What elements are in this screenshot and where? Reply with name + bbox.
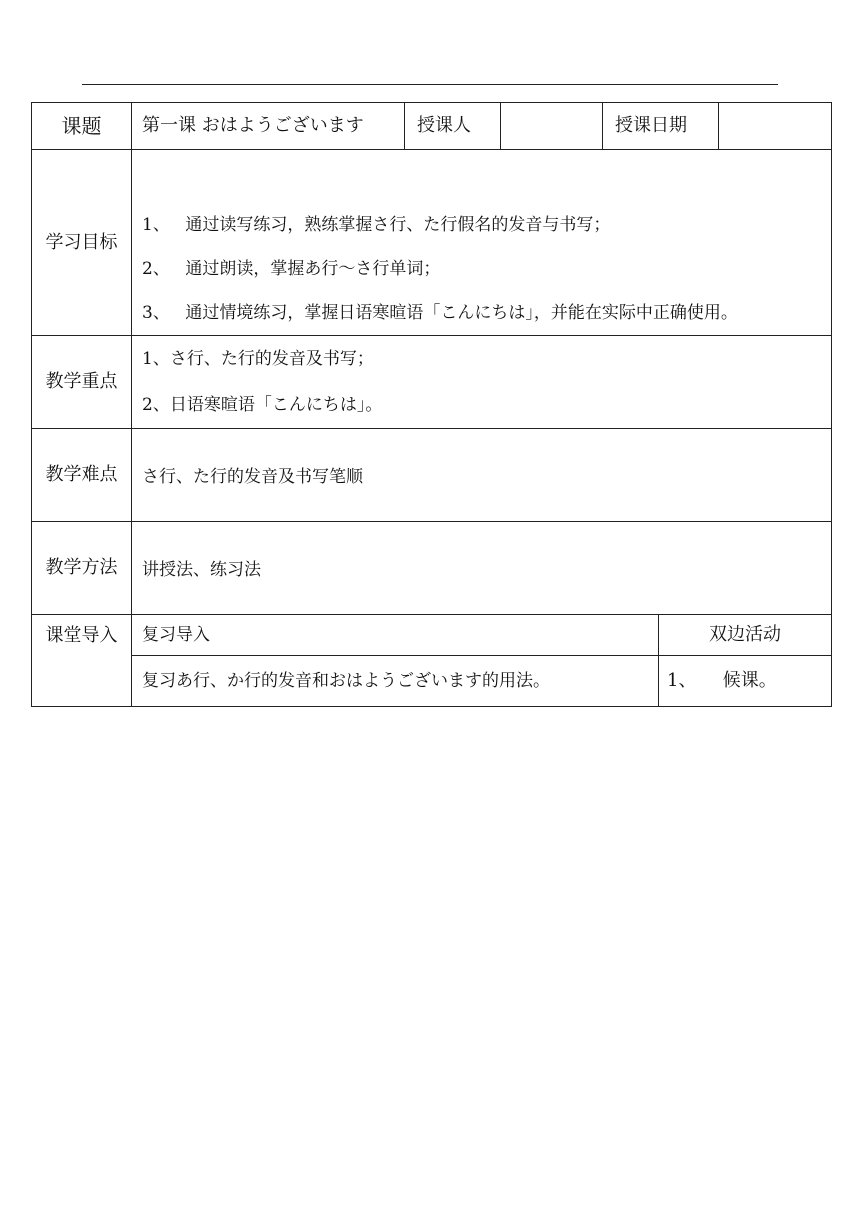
method-cell — [132, 522, 832, 615]
intro-row — [32, 615, 832, 656]
intro-title: 复习导入 — [132, 615, 659, 656]
activity-item — [659, 656, 832, 707]
difficulty-text: さ行、た行的发音及书写笔顺 — [142, 467, 363, 487]
intro-text: 复习あ行、か行的发音和おはようございます的用法。 — [132, 656, 659, 707]
focus-item: 1、さ行、た行的发音及书写； — [142, 349, 374, 369]
goals-row — [32, 150, 832, 336]
method-text: 讲授法、练习法 — [142, 560, 261, 580]
goal-item — [142, 291, 831, 335]
date-value — [719, 103, 832, 150]
goals-cell — [132, 150, 832, 336]
intro-label: 课堂导入 — [32, 615, 132, 707]
header-rule — [82, 84, 778, 85]
teacher-value — [501, 103, 603, 150]
goal-item — [142, 247, 831, 291]
activity-text: 候课。 — [722, 670, 777, 692]
goal-text: 通过情境练习，掌握日语寒暄语「こんにちは」，并能在实际中正确使用。 — [185, 303, 738, 323]
focus-row — [32, 336, 832, 429]
difficulty-label: 教学难点 — [32, 429, 132, 522]
goal-number: 2、 — [142, 259, 170, 279]
goal-text: 通过朗读，掌握あ行～さ行单词； — [185, 259, 441, 279]
goal-number: 1、 — [142, 215, 170, 235]
activity-label: 双边活动 — [659, 615, 832, 656]
topic-value: 第一课 おはようございます — [132, 103, 405, 150]
focus-item: 2、日语寒暄语「こんにちは」。 — [142, 395, 383, 415]
focus-label: 教学重点 — [32, 336, 132, 429]
date-label: 授课日期 — [603, 103, 719, 150]
method-label: 教学方法 — [32, 522, 132, 615]
goal-number: 3、 — [142, 303, 170, 323]
goal-item — [142, 203, 831, 247]
focus-cell — [132, 336, 832, 429]
difficulty-cell — [132, 429, 832, 522]
lesson-plan-table — [31, 102, 832, 707]
topic-row — [32, 103, 832, 150]
difficulty-row — [32, 429, 832, 522]
teacher-label: 授课人 — [405, 103, 501, 150]
goals-label: 学习目标 — [32, 150, 132, 336]
goal-text: 通过读写练习，熟练掌握さ行、た行假名的发音与书写； — [185, 215, 611, 235]
intro-detail-row — [32, 656, 832, 707]
topic-label: 课题 — [32, 103, 132, 150]
method-row — [32, 522, 832, 615]
activity-number: 1、 — [667, 670, 697, 692]
